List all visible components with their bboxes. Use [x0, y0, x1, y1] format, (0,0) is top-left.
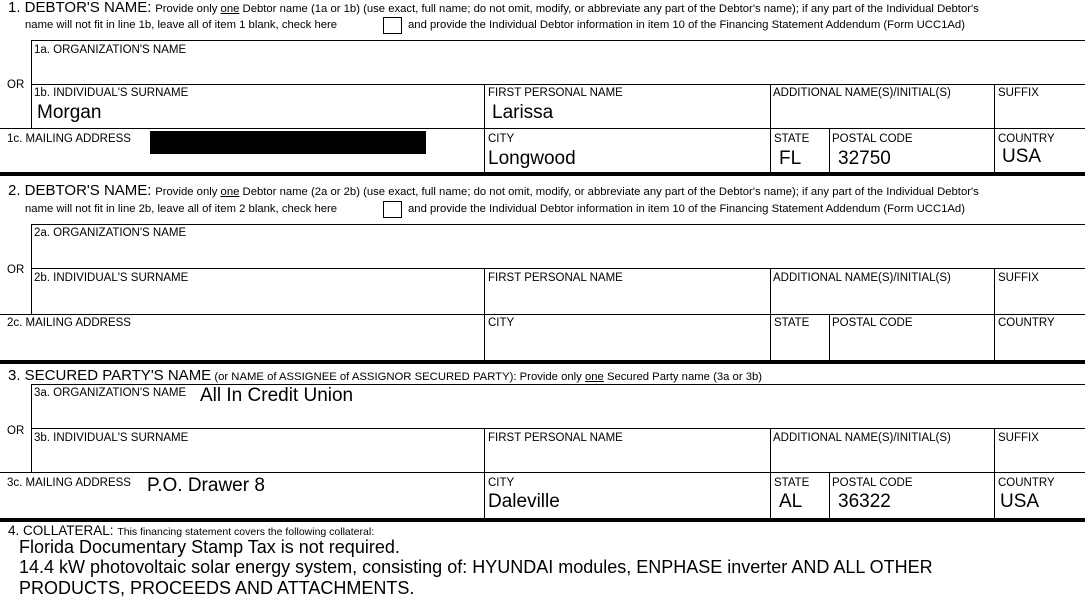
section1-addl-label: ADDITIONAL NAME(S)/INITIAL(S)	[773, 87, 951, 99]
section4-instr: This financing statement covers the following collateral:	[117, 526, 375, 538]
section1-first-value: Larissa	[492, 102, 554, 123]
section3-org-value: All In Credit Union	[200, 385, 354, 406]
section3-suffix-label: SUFFIX	[998, 432, 1039, 444]
section2-instr-rest: Debtor name (2a or 2b) (use exact, full name; do not omit, modify, or abbreviate any part of the Debtor's name); if any part of the Individual Debtor's	[239, 186, 979, 198]
section1-state-value: FL	[779, 148, 802, 169]
section3-mail-label: 3c. MAILING ADDRESS	[7, 477, 131, 489]
section3-instr: (or NAME of ASSIGNEE of ASSIGNOR SECURED PARTY): Provide only	[211, 371, 585, 383]
section2-org-label: 2a. ORGANIZATION'S NAME	[34, 227, 187, 239]
section1-city-label: CITY	[488, 133, 515, 145]
section1-postal-value: 32750	[838, 148, 891, 169]
section3-state-value: AL	[779, 491, 803, 512]
section1-or: OR	[7, 79, 25, 91]
section3-postal-value: 36322	[838, 491, 891, 512]
section1-instr-one: one	[220, 3, 240, 15]
section2-checkbox[interactable]	[383, 201, 402, 218]
section1-surname-value: Morgan	[37, 102, 102, 123]
section3-heading: 3. SECURED PARTY'S NAME	[8, 367, 212, 384]
section3-city-label: CITY	[488, 477, 515, 489]
section3-postal-label: POSTAL CODE	[832, 477, 913, 489]
section1-header	[8, 0, 979, 17]
section1-country-value: USA	[1002, 146, 1042, 167]
section1-instr: Provide only	[155, 3, 221, 15]
section1-instr-line2b: and provide the Individual Debtor information in item 10 of the Financing Statement Addendum (Form UCC1Ad)	[408, 19, 965, 31]
section1-suffix-label: SUFFIX	[998, 87, 1039, 99]
section2-postal-label: POSTAL CODE	[832, 317, 913, 329]
section3-city-value: Daleville	[488, 491, 560, 512]
section1-instr-line2a: name will not fit in line 1b, leave all of item 1 blank, check here	[25, 19, 338, 31]
section2-instr-line2b: and provide the Individual Debtor information in item 10 of the Financing Statement Addendum (Form UCC1Ad)	[408, 203, 965, 215]
section2-mail-label: 2c. MAILING ADDRESS	[7, 317, 131, 329]
section1-first-label: FIRST PERSONAL NAME	[488, 87, 623, 99]
section2-addl-label: ADDITIONAL NAME(S)/INITIAL(S)	[773, 272, 951, 284]
section1-city-value: Longwood	[488, 148, 576, 169]
collateral-line-3: PRODUCTS, PROCEEDS AND ATTACHMENTS.	[19, 578, 415, 598]
section1-heading: 1. DEBTOR'S NAME:	[8, 0, 152, 16]
section3-mail-value: P.O. Drawer 8	[147, 475, 265, 496]
section3-or: OR	[7, 425, 25, 437]
section3-instr-one: one	[584, 371, 604, 383]
section2-heading: 2. DEBTOR'S NAME:	[8, 182, 152, 199]
redaction-bar	[150, 131, 426, 154]
section3-org-label: 3a. ORGANIZATION'S NAME	[34, 387, 187, 399]
section2-country-label: COUNTRY	[998, 317, 1055, 329]
section3-surname-label: 3b. INDIVIDUAL'S SURNAME	[34, 432, 189, 444]
section1-mail-label: 1c. MAILING ADDRESS	[7, 133, 131, 145]
section1-state-label: STATE	[774, 133, 810, 145]
section2-or: OR	[7, 264, 25, 276]
section2-instr: Provide only	[155, 186, 221, 198]
section2-state-label: STATE	[774, 317, 810, 329]
section1-checkbox[interactable]	[383, 17, 402, 34]
section2-surname-label: 2b. INDIVIDUAL'S SURNAME	[34, 272, 189, 284]
section2-header	[8, 183, 979, 200]
section3-country-label: COUNTRY	[998, 477, 1055, 489]
section3-addl-label: ADDITIONAL NAME(S)/INITIAL(S)	[773, 432, 951, 444]
section1-postal-label: POSTAL CODE	[832, 133, 913, 145]
section3-instr-rest: Secured Party name (3a or 3b)	[603, 371, 763, 383]
section2-first-label: FIRST PERSONAL NAME	[488, 272, 623, 284]
collateral-line-1: Florida Documentary Stamp Tax is not required.	[19, 537, 400, 557]
section1-surname-label: 1b. INDIVIDUAL'S SURNAME	[34, 87, 189, 99]
collateral-line-2: 14.4 kW photovoltaic solar energy system, consisting of: HYUNDAI modules, ENPHASE inverter AND ALL OTHER	[19, 557, 933, 577]
section1-country-label: COUNTRY	[998, 133, 1055, 145]
section3-first-label: FIRST PERSONAL NAME	[488, 432, 623, 444]
section1-instr-rest: Debtor name (1a or 1b) (use exact, full name; do not omit, modify, or abbreviate any part of the Debtor's name); if any part of the Individual Debtor's	[239, 3, 979, 15]
section3-header	[8, 368, 762, 385]
section2-city-label: CITY	[488, 317, 515, 329]
section3-state-label: STATE	[774, 477, 810, 489]
section2-instr-line2a: name will not fit in line 2b, leave all of item 2 blank, check here	[25, 203, 338, 215]
section4-heading: 4. COLLATERAL:	[8, 523, 114, 538]
section1-org-label: 1a. ORGANIZATION'S NAME	[34, 44, 187, 56]
section2-suffix-label: SUFFIX	[998, 272, 1039, 284]
section2-instr-one: one	[220, 186, 240, 198]
section3-country-value: USA	[1000, 491, 1040, 512]
